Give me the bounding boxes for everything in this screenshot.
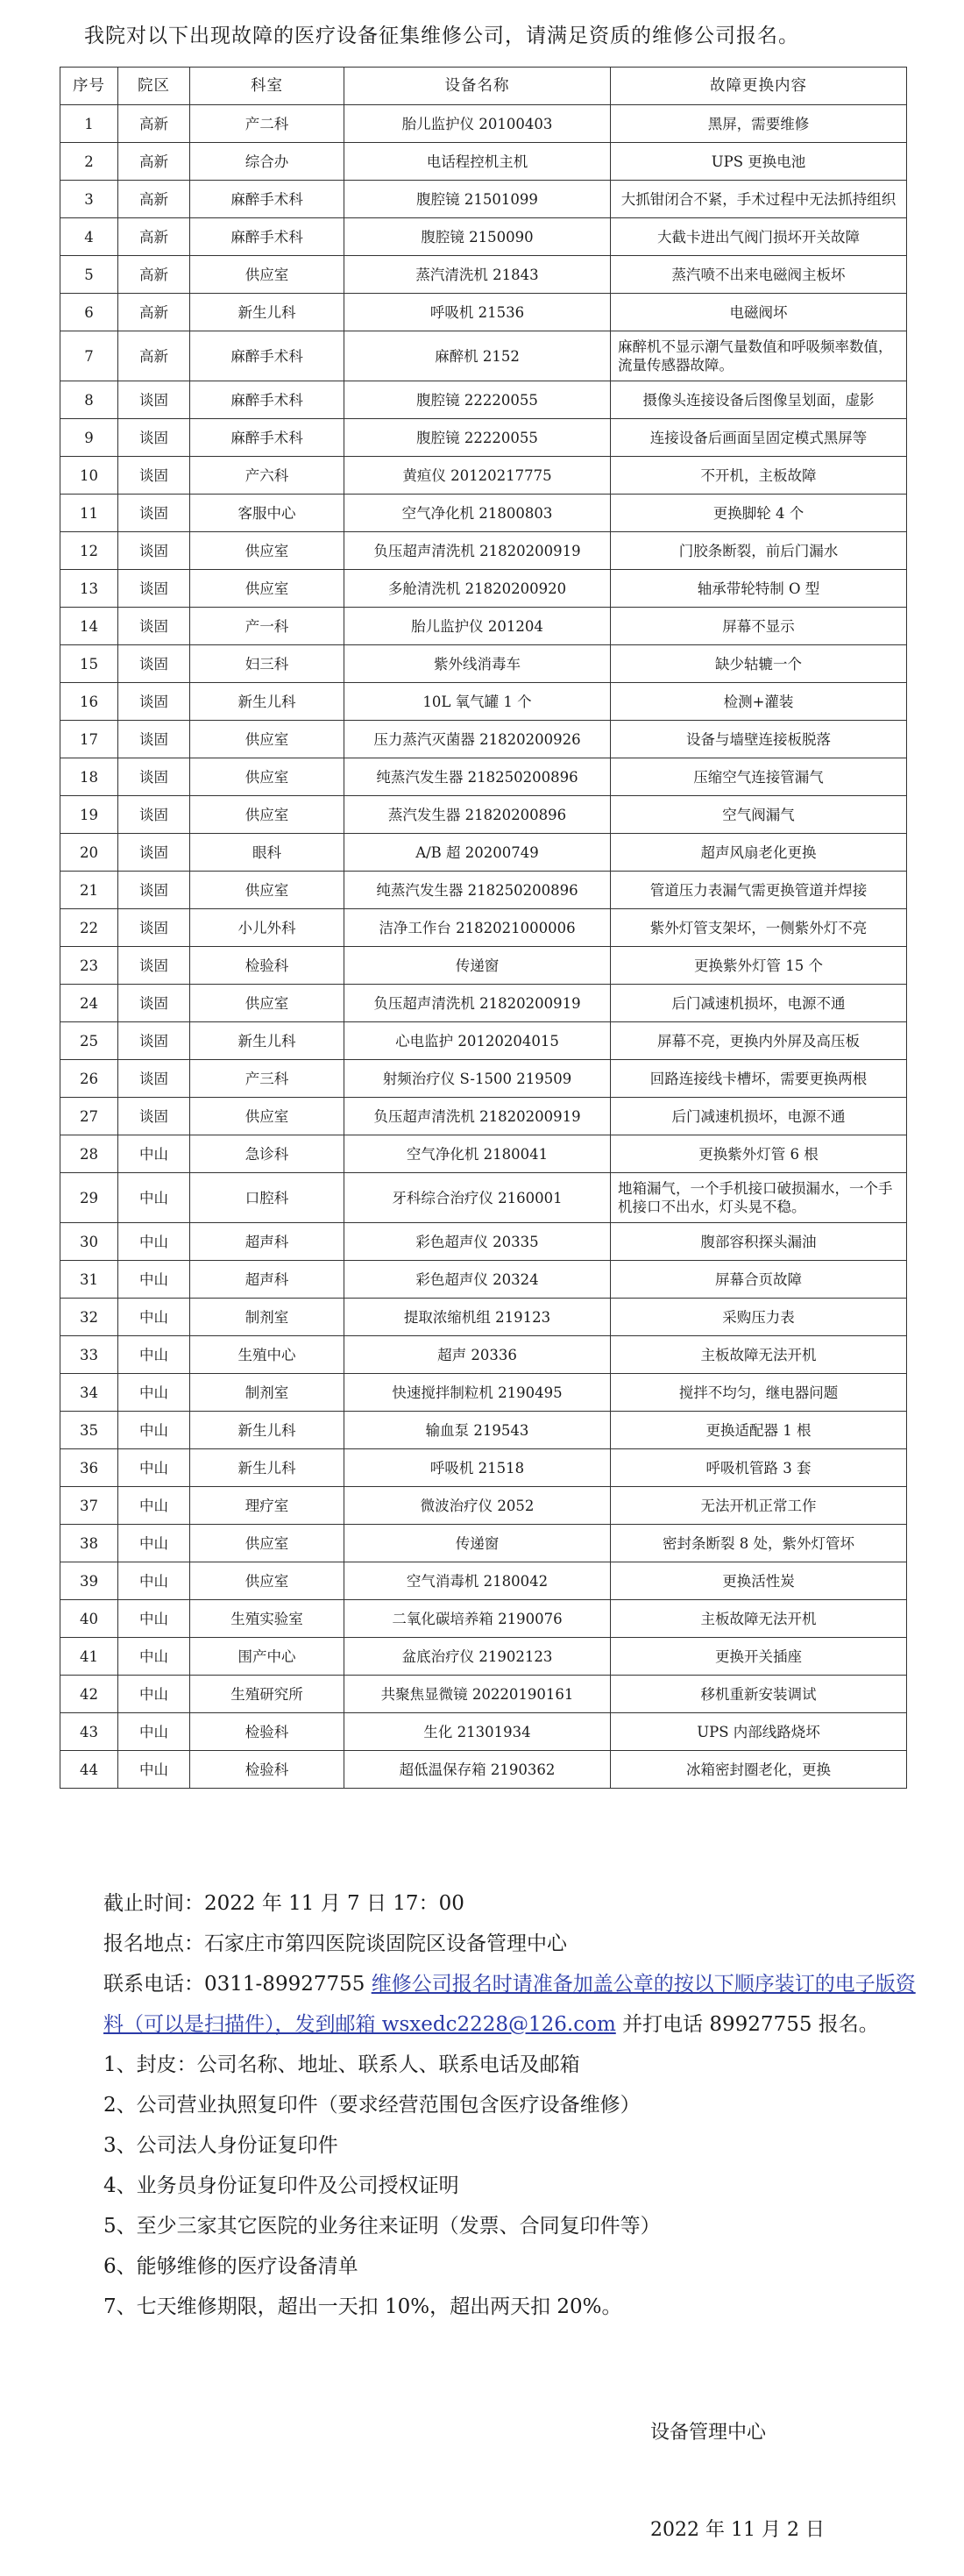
requirement-item: 7、七天维修期限，超出一天扣 10%，超出两天扣 20%。: [103, 2295, 622, 2318]
cell-index: 3: [60, 181, 118, 218]
cell-department: 综合办: [190, 143, 344, 181]
table-row: [60, 105, 907, 143]
cell-index: 23: [60, 947, 118, 985]
location-text: 报名地点：石家庄市第四医院谈固院区设备管理中心: [103, 1932, 567, 1955]
cell-device: 腹腔镜 22220055: [344, 419, 611, 457]
table-header-row: [60, 68, 907, 105]
cell-fault: 无法开机正常工作: [611, 1487, 907, 1525]
cell-fault: 更换脚轮 4 个: [611, 495, 907, 532]
cell-department: 检验科: [190, 947, 344, 985]
table-row: [60, 796, 907, 834]
cell-device: 纯蒸汽发生器 218250200896: [344, 758, 611, 796]
cell-department: 麻醉手术科: [190, 218, 344, 256]
table-row: [60, 419, 907, 457]
cell-campus: 谈固: [118, 1022, 190, 1060]
cell-campus: 中山: [118, 1713, 190, 1751]
table-row: [60, 1299, 907, 1336]
cell-fault: 搅拌不均匀，继电器问题: [611, 1374, 907, 1412]
cell-campus: 谈固: [118, 758, 190, 796]
cell-department: 产六科: [190, 457, 344, 495]
cell-fault: 后门减速机损坏，电源不通: [611, 1098, 907, 1135]
deadline-text: 截止时间：2022 年 11 月 7 日 17：00: [103, 1892, 464, 1915]
table-row: [60, 1261, 907, 1299]
cell-department: 产一科: [190, 608, 344, 645]
cell-campus: 中山: [118, 1336, 190, 1374]
cell-device: 提取浓缩机组 219123: [344, 1299, 611, 1336]
cell-department: 口腔科: [190, 1173, 344, 1223]
table-row: [60, 1060, 907, 1098]
cell-campus: 高新: [118, 331, 190, 381]
cell-index: 34: [60, 1374, 118, 1412]
table-row: [60, 181, 907, 218]
table-row: [60, 218, 907, 256]
cell-fault: 主板故障无法开机: [611, 1600, 907, 1638]
table-row: [60, 1098, 907, 1135]
cell-campus: 谈固: [118, 645, 190, 683]
cell-campus: 谈固: [118, 381, 190, 419]
cell-campus: 谈固: [118, 721, 190, 758]
cell-campus: 谈固: [118, 985, 190, 1022]
cell-campus: 中山: [118, 1676, 190, 1713]
cell-fault: 采购压力表: [611, 1299, 907, 1336]
cell-device: 微波治疗仪 2052: [344, 1487, 611, 1525]
cell-device: 蒸汽发生器 21820200896: [344, 796, 611, 834]
table-row: [60, 256, 907, 294]
cell-device: 腹腔镜 22220055: [344, 381, 611, 419]
cell-fault: 更换紫外灯管 6 根: [611, 1135, 907, 1173]
cell-index: 32: [60, 1299, 118, 1336]
cell-device: 盆底治疗仪 21902123: [344, 1638, 611, 1676]
cell-department: 产三科: [190, 1060, 344, 1098]
cell-department: 制剂室: [190, 1374, 344, 1412]
cell-fault: 屏幕合页故障: [611, 1261, 907, 1299]
table-row: [60, 1713, 907, 1751]
cell-fault: 后门减速机损坏，电源不通: [611, 985, 907, 1022]
cell-device: 彩色超声仪 20335: [344, 1223, 611, 1261]
cell-index: 8: [60, 381, 118, 419]
header-fault: 故障更换内容: [611, 68, 907, 105]
cell-index: 22: [60, 909, 118, 947]
cell-department: 生殖中心: [190, 1336, 344, 1374]
cell-index: 11: [60, 495, 118, 532]
cell-index: 29: [60, 1173, 118, 1223]
cell-department: 新生儿科: [190, 1022, 344, 1060]
cell-department: 供应室: [190, 1525, 344, 1562]
cell-campus: 中山: [118, 1261, 190, 1299]
cell-index: 7: [60, 331, 118, 381]
cell-fault: 更换活性炭: [611, 1562, 907, 1600]
cell-campus: 中山: [118, 1135, 190, 1173]
cell-campus: 谈固: [118, 683, 190, 721]
cell-department: 制剂室: [190, 1299, 344, 1336]
cell-index: 39: [60, 1562, 118, 1600]
cell-campus: 高新: [118, 218, 190, 256]
table-row: [60, 381, 907, 419]
cell-device: 彩色超声仪 20324: [344, 1261, 611, 1299]
requirement-item: 3、公司法人身份证复印件: [103, 2134, 338, 2157]
cell-fault: 压缩空气连接管漏气: [611, 758, 907, 796]
cell-fault: 管道压力表漏气需更换管道并焊接: [611, 872, 907, 909]
cell-fault: 麻醉机不显示潮气量数值和呼吸频率数值，流量传感器故障。: [611, 331, 907, 381]
cell-campus: 高新: [118, 105, 190, 143]
table-row: [60, 985, 907, 1022]
cell-device: 呼吸机 21518: [344, 1449, 611, 1487]
table-row: [60, 683, 907, 721]
cell-campus: 谈固: [118, 608, 190, 645]
cell-fault: 地箱漏气，一个手机接口破损漏水，一个手机接口不出水，灯头晃不稳。: [611, 1173, 907, 1223]
cell-fault: 电磁阀坏: [611, 294, 907, 331]
table-row: [60, 1135, 907, 1173]
cell-fault: UPS 更换电池: [611, 143, 907, 181]
cell-campus: 谈固: [118, 909, 190, 947]
cell-department: 检验科: [190, 1751, 344, 1789]
cell-device: 多舱清洗机 21820200920: [344, 570, 611, 608]
table-row: [60, 1223, 907, 1261]
cell-campus: 高新: [118, 256, 190, 294]
cell-device: 10L 氧气罐 1 个: [344, 683, 611, 721]
cell-device: 电话程控机主机: [344, 143, 611, 181]
table-row: [60, 909, 907, 947]
cell-index: 35: [60, 1412, 118, 1449]
requirement-item: 1、封皮：公司名称、地址、联系人、联系电话及邮箱: [103, 2053, 580, 2076]
cell-index: 28: [60, 1135, 118, 1173]
cell-campus: 中山: [118, 1173, 190, 1223]
cell-department: 妇三科: [190, 645, 344, 683]
cell-department: 麻醉手术科: [190, 331, 344, 381]
cell-device: 二氧化碳培养箱 2190076: [344, 1600, 611, 1638]
cell-department: 供应室: [190, 532, 344, 570]
cell-campus: 谈固: [118, 872, 190, 909]
cell-department: 急诊科: [190, 1135, 344, 1173]
equipment-table: [60, 67, 907, 1789]
table-row: [60, 1638, 907, 1676]
cell-campus: 谈固: [118, 570, 190, 608]
cell-department: 供应室: [190, 796, 344, 834]
header-device: 设备名称: [344, 68, 611, 105]
cell-index: 9: [60, 419, 118, 457]
cell-index: 30: [60, 1223, 118, 1261]
cell-department: 超声科: [190, 1223, 344, 1261]
cell-index: 26: [60, 1060, 118, 1098]
table-row: [60, 457, 907, 495]
cell-fault: 紫外灯管支架坏，一侧紫外灯不亮: [611, 909, 907, 947]
cell-fault: 密封条断裂 8 处，紫外灯管坏: [611, 1525, 907, 1562]
table-row: [60, 1449, 907, 1487]
cell-index: 31: [60, 1261, 118, 1299]
cell-index: 33: [60, 1336, 118, 1374]
cell-fault: 空气阀漏气: [611, 796, 907, 834]
cell-fault: 大截卡进出气阀门损坏开关故障: [611, 218, 907, 256]
cell-fault: 摄像头连接设备后图像呈划面，虚影: [611, 381, 907, 419]
cell-campus: 谈固: [118, 457, 190, 495]
cell-device: 胎儿监护仪 20100403: [344, 105, 611, 143]
cell-campus: 中山: [118, 1223, 190, 1261]
cell-device: 牙科综合治疗仪 2160001: [344, 1173, 611, 1223]
cell-department: 供应室: [190, 256, 344, 294]
cell-index: 10: [60, 457, 118, 495]
cell-device: 负压超声清洗机 21820200919: [344, 1098, 611, 1135]
cell-campus: 谈固: [118, 532, 190, 570]
table-row: [60, 570, 907, 608]
cell-index: 21: [60, 872, 118, 909]
cell-index: 40: [60, 1600, 118, 1638]
cell-device: 输血泵 219543: [344, 1412, 611, 1449]
cell-index: 6: [60, 294, 118, 331]
cell-campus: 高新: [118, 181, 190, 218]
cell-campus: 谈固: [118, 796, 190, 834]
table-row: [60, 294, 907, 331]
cell-fault: 腹部容积探头漏油: [611, 1223, 907, 1261]
cell-device: 共聚焦显微镜 20220190161: [344, 1676, 611, 1713]
table-row: [60, 645, 907, 683]
header-index: 序号: [60, 68, 118, 105]
signature-date: 2022 年 11 月 2 日: [650, 2519, 825, 2541]
table-row: [60, 1412, 907, 1449]
cell-department: 小儿外科: [190, 909, 344, 947]
cell-device: 胎儿监护仪 201204: [344, 608, 611, 645]
cell-department: 检验科: [190, 1713, 344, 1751]
cell-index: 41: [60, 1638, 118, 1676]
cell-index: 13: [60, 570, 118, 608]
cell-device: 洁净工作台 2182021000006: [344, 909, 611, 947]
cell-department: 生殖研究所: [190, 1676, 344, 1713]
cell-department: 麻醉手术科: [190, 181, 344, 218]
table-row: [60, 1374, 907, 1412]
intro-text: 我院对以下出现故障的医疗设备征集维修公司，请满足资质的维修公司报名。: [84, 25, 799, 47]
cell-device: 心电监护 20120204015: [344, 1022, 611, 1060]
cell-fault: 主板故障无法开机: [611, 1336, 907, 1374]
cell-fault: 检测+灌装: [611, 683, 907, 721]
table-row: [60, 1676, 907, 1713]
table-row: [60, 1525, 907, 1562]
cell-campus: 高新: [118, 143, 190, 181]
cell-fault: 大抓钳闭合不紧，手术过程中无法抓持组织: [611, 181, 907, 218]
cell-fault: 屏幕不显示: [611, 608, 907, 645]
cell-fault: 轴承带轮特制 O 型: [611, 570, 907, 608]
cell-index: 25: [60, 1022, 118, 1060]
cell-department: 新生儿科: [190, 1412, 344, 1449]
cell-index: 1: [60, 105, 118, 143]
cell-device: 超声 20336: [344, 1336, 611, 1374]
cell-fault: 更换开关插座: [611, 1638, 907, 1676]
cell-campus: 高新: [118, 294, 190, 331]
cell-department: 新生儿科: [190, 294, 344, 331]
requirement-item: 4、业务员身份证复印件及公司授权证明: [103, 2174, 459, 2197]
table-row: [60, 1487, 907, 1525]
table-row: [60, 872, 907, 909]
cell-campus: 中山: [118, 1449, 190, 1487]
cell-campus: 中山: [118, 1751, 190, 1789]
cell-department: 客服中心: [190, 495, 344, 532]
requirement-item: 5、至少三家其它医院的业务往来证明（发票、合同复印件等）: [103, 2215, 661, 2238]
cell-department: 围产中心: [190, 1638, 344, 1676]
header-campus: 院区: [118, 68, 190, 105]
table-row: [60, 721, 907, 758]
cell-index: 43: [60, 1713, 118, 1751]
cell-index: 15: [60, 645, 118, 683]
cell-index: 27: [60, 1098, 118, 1135]
cell-device: 传递窗: [344, 1525, 611, 1562]
cell-device: A/B 超 20200749: [344, 834, 611, 872]
cell-device: 纯蒸汽发生器 218250200896: [344, 872, 611, 909]
cell-campus: 中山: [118, 1487, 190, 1525]
email-instructions-link[interactable]: 维修公司报名时请准备加盖公章的按以下顺序装订的电子版资料（可以是扫描件），发到邮箱 wsxedc2228@126.com: [103, 1973, 916, 2036]
cell-device: 蒸汽清洗机 21843: [344, 256, 611, 294]
cell-department: 超声科: [190, 1261, 344, 1299]
cell-device: 超低温保存箱 2190362: [344, 1751, 611, 1789]
cell-device: 腹腔镜 21501099: [344, 181, 611, 218]
phone-suffix-text: 并打电话 89927755 报名。: [615, 2013, 879, 2036]
cell-index: 38: [60, 1525, 118, 1562]
cell-department: 麻醉手术科: [190, 419, 344, 457]
cell-fault: 连接设备后画面呈固定模式黑屏等: [611, 419, 907, 457]
table-row: [60, 1562, 907, 1600]
cell-index: 16: [60, 683, 118, 721]
cell-index: 42: [60, 1676, 118, 1713]
table-row: [60, 608, 907, 645]
cell-campus: 中山: [118, 1374, 190, 1412]
requirement-item: 6、能够维修的医疗设备清单: [103, 2255, 358, 2278]
cell-device: 呼吸机 21536: [344, 294, 611, 331]
table-row: [60, 1173, 907, 1223]
cell-department: 供应室: [190, 985, 344, 1022]
cell-campus: 谈固: [118, 419, 190, 457]
cell-department: 新生儿科: [190, 683, 344, 721]
cell-index: 2: [60, 143, 118, 181]
cell-department: 麻醉手术科: [190, 381, 344, 419]
cell-fault: 不开机，主板故障: [611, 457, 907, 495]
cell-index: 12: [60, 532, 118, 570]
cell-device: 空气消毒机 2180042: [344, 1562, 611, 1600]
cell-campus: 中山: [118, 1562, 190, 1600]
cell-device: 射频治疗仪 S-1500 219509: [344, 1060, 611, 1098]
cell-device: 压力蒸汽灭菌器 21820200926: [344, 721, 611, 758]
cell-fault: 设备与墙壁连接板脱落: [611, 721, 907, 758]
cell-fault: 黑屏，需要维修: [611, 105, 907, 143]
cell-index: 19: [60, 796, 118, 834]
notice-section: [103, 1883, 918, 2327]
cell-fault: 蒸汽喷不出来电磁阀主板坏: [611, 256, 907, 294]
cell-campus: 中山: [118, 1299, 190, 1336]
table-row: [60, 758, 907, 796]
cell-index: 14: [60, 608, 118, 645]
cell-fault: 更换紫外灯管 15 个: [611, 947, 907, 985]
table-body: [60, 105, 907, 1789]
table-row: [60, 834, 907, 872]
cell-index: 24: [60, 985, 118, 1022]
table-row: [60, 947, 907, 985]
cell-campus: 谈固: [118, 834, 190, 872]
table-row: [60, 331, 907, 381]
cell-department: 供应室: [190, 570, 344, 608]
cell-campus: 谈固: [118, 495, 190, 532]
table-row: [60, 1751, 907, 1789]
cell-fault: 屏幕不亮，更换内外屏及高压板: [611, 1022, 907, 1060]
cell-fault: 冰箱密封圈老化，更换: [611, 1751, 907, 1789]
table-row: [60, 1336, 907, 1374]
cell-device: 传递窗: [344, 947, 611, 985]
signature-org: 设备管理中心: [650, 2422, 767, 2444]
cell-index: 20: [60, 834, 118, 872]
cell-index: 18: [60, 758, 118, 796]
cell-department: 供应室: [190, 1562, 344, 1600]
cell-device: 黄疸仪 20120217775: [344, 457, 611, 495]
cell-index: 36: [60, 1449, 118, 1487]
cell-device: 麻醉机 2152: [344, 331, 611, 381]
contact-paragraph: [103, 1964, 918, 2045]
cell-campus: 中山: [118, 1525, 190, 1562]
cell-campus: 谈固: [118, 947, 190, 985]
cell-index: 4: [60, 218, 118, 256]
cell-fault: 更换适配器 1 根: [611, 1412, 907, 1449]
cell-device: 负压超声清洗机 21820200919: [344, 985, 611, 1022]
cell-department: 供应室: [190, 758, 344, 796]
cell-index: 5: [60, 256, 118, 294]
table-row: [60, 143, 907, 181]
cell-device: 负压超声清洗机 21820200919: [344, 532, 611, 570]
cell-fault: 移机重新安装调试: [611, 1676, 907, 1713]
cell-campus: 谈固: [118, 1098, 190, 1135]
cell-campus: 中山: [118, 1638, 190, 1676]
cell-department: 眼科: [190, 834, 344, 872]
cell-fault: 门胶条断裂，前后门漏水: [611, 532, 907, 570]
requirement-item: 2、公司营业执照复印件（要求经营范围包含医疗设备维修）: [103, 2094, 641, 2117]
table-row: [60, 495, 907, 532]
cell-department: 生殖实验室: [190, 1600, 344, 1638]
header-department: 科室: [190, 68, 344, 105]
cell-department: 新生儿科: [190, 1449, 344, 1487]
cell-campus: 中山: [118, 1412, 190, 1449]
phone-text: 联系电话：0311-89927755: [103, 1973, 372, 1996]
cell-department: 产二科: [190, 105, 344, 143]
table-row: [60, 532, 907, 570]
table-row: [60, 1600, 907, 1638]
cell-department: 理疗室: [190, 1487, 344, 1525]
cell-department: 供应室: [190, 721, 344, 758]
cell-campus: 中山: [118, 1600, 190, 1638]
cell-fault: 缺少轱辘一个: [611, 645, 907, 683]
cell-fault: UPS 内部线路烧坏: [611, 1713, 907, 1751]
cell-device: 生化 21301934: [344, 1713, 611, 1751]
cell-device: 腹腔镜 2150090: [344, 218, 611, 256]
cell-department: 供应室: [190, 1098, 344, 1135]
cell-device: 快速搅拌制粒机 2190495: [344, 1374, 611, 1412]
cell-index: 17: [60, 721, 118, 758]
cell-device: 空气净化机 2180041: [344, 1135, 611, 1173]
cell-campus: 谈固: [118, 1060, 190, 1098]
cell-fault: 呼吸机管路 3 套: [611, 1449, 907, 1487]
cell-device: 紫外线消毒车: [344, 645, 611, 683]
cell-index: 37: [60, 1487, 118, 1525]
table-row: [60, 1022, 907, 1060]
cell-fault: 回路连接线卡槽坏，需要更换两根: [611, 1060, 907, 1098]
cell-index: 44: [60, 1751, 118, 1789]
cell-fault: 超声风扇老化更换: [611, 834, 907, 872]
cell-device: 空气净化机 21800803: [344, 495, 611, 532]
cell-department: 供应室: [190, 872, 344, 909]
